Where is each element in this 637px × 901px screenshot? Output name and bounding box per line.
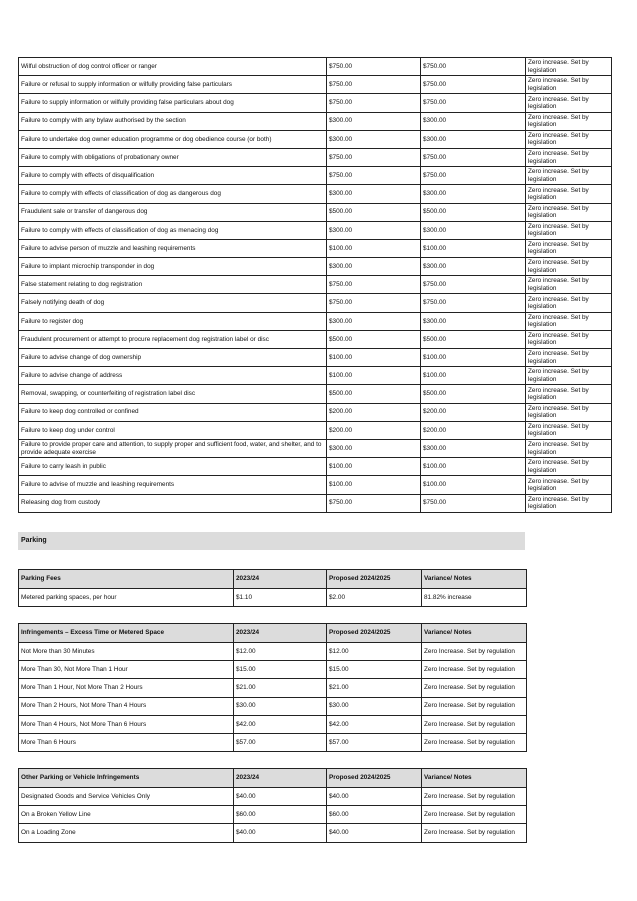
table-cell: More Than 4 Hours, Not More Than 6 Hours [19, 715, 234, 733]
table-cell: $12.00 [327, 643, 422, 661]
fee-proposed-cell: $100.00 [421, 476, 526, 494]
fee-2023-cell: $300.00 [327, 112, 421, 130]
table-cell: $40.00 [327, 824, 422, 842]
offence-cell: Failure to undertake dog owner education programme or dog obedience course (or both) [19, 130, 327, 148]
table-row [19, 276, 612, 294]
column-header: Variance/ Notes [422, 769, 527, 788]
fee-2023-cell: $750.00 [327, 148, 421, 166]
table-row [19, 203, 612, 221]
notes-cell: Zero increase. Set by legislation [526, 421, 612, 439]
fee-2023-cell: $200.00 [327, 421, 421, 439]
fee-2023-cell: $100.00 [327, 458, 421, 476]
table-row [19, 185, 612, 203]
notes-cell: Zero increase. Set by legislation [526, 330, 612, 348]
dog-offences-body [19, 58, 612, 513]
notes-cell: Zero increase. Set by legislation [526, 439, 612, 457]
fee-proposed-cell: $500.00 [421, 203, 526, 221]
column-header: 2023/24 [234, 769, 327, 788]
fee-proposed-cell: $100.00 [421, 349, 526, 367]
table-cell: $30.00 [234, 697, 327, 715]
fee-2023-cell: $750.00 [327, 294, 421, 312]
notes-cell: Zero increase. Set by legislation [526, 94, 612, 112]
table-row [19, 697, 527, 715]
table-cell: On a Loading Zone [19, 824, 234, 842]
column-header: Other Parking or Vehicle Infringements [19, 769, 234, 788]
table-cell: Zero Increase. Set by regulation [422, 788, 527, 806]
offence-cell: Failure to keep dog under control [19, 421, 327, 439]
table-cell: More Than 2 Hours, Not More Than 4 Hours [19, 697, 234, 715]
column-header: Variance/ Notes [422, 624, 527, 643]
offence-cell: Failure to advise change of dog ownership [19, 349, 327, 367]
fee-proposed-cell: $300.00 [421, 130, 526, 148]
table-row [19, 349, 612, 367]
fee-2023-cell: $750.00 [327, 276, 421, 294]
offence-cell: Failure to keep dog controlled or confined [19, 403, 327, 421]
offence-cell: Fraudulent procurement or attempt to procure replacement dog registration label or disc [19, 330, 327, 348]
parking-section-heading: Parking [18, 532, 525, 550]
fee-proposed-cell: $500.00 [421, 385, 526, 403]
table-cell: $30.00 [327, 697, 422, 715]
table-row [19, 494, 612, 512]
column-header: Proposed 2024/2025 [327, 570, 422, 589]
table-row [19, 788, 527, 806]
table-cell: On a Broken Yellow Line [19, 806, 234, 824]
column-header: Parking Fees [19, 570, 234, 589]
fee-proposed-cell: $100.00 [421, 458, 526, 476]
offence-cell: Failure to comply with effects of classification of dog as dangerous dog [19, 185, 327, 203]
notes-cell: Zero increase. Set by legislation [526, 221, 612, 239]
table-row [19, 643, 527, 661]
fee-2023-cell: $500.00 [327, 385, 421, 403]
table-row [19, 239, 612, 257]
offence-cell: Wilful obstruction of dog control officer or ranger [19, 58, 327, 76]
table-row [19, 221, 612, 239]
offence-cell: Failure to comply with effects of classification of dog as menacing dog [19, 221, 327, 239]
fee-proposed-cell: $750.00 [421, 94, 526, 112]
fee-2023-cell: $750.00 [327, 494, 421, 512]
offence-cell: Failure to implant microchip transponder in dog [19, 258, 327, 276]
notes-cell: Zero increase. Set by legislation [526, 239, 612, 257]
offence-cell: Failure to advise person of muzzle and leashing requirements [19, 239, 327, 257]
dog-offences-table [18, 57, 612, 513]
fee-proposed-cell: $300.00 [421, 312, 526, 330]
table-row [19, 148, 612, 166]
table-cell: Metered parking spaces, per hour [19, 589, 234, 607]
fee-2023-cell: $300.00 [327, 130, 421, 148]
table-row [19, 476, 612, 494]
table-cell: Designated Goods and Service Vehicles Only [19, 788, 234, 806]
fee-proposed-cell: $200.00 [421, 421, 526, 439]
table-cell: $42.00 [327, 715, 422, 733]
column-header: Infringements – Excess Time or Metered Space [19, 624, 234, 643]
fee-2023-cell: $300.00 [327, 185, 421, 203]
offence-cell: False statement relating to dog registration [19, 276, 327, 294]
table-cell: $57.00 [327, 733, 422, 751]
offence-cell: Failure to supply information or wilfully providing false particulars about dog [19, 94, 327, 112]
notes-cell: Zero increase. Set by legislation [526, 130, 612, 148]
table-cell: $40.00 [234, 788, 327, 806]
table-cell: $60.00 [327, 806, 422, 824]
offence-cell: Failure to comply with effects of disqualification [19, 167, 327, 185]
offence-cell: Removal, swapping, or counterfeiting of registration label disc [19, 385, 327, 403]
excess-time-table [18, 623, 527, 752]
fee-2023-cell: $500.00 [327, 330, 421, 348]
fee-2023-cell: $300.00 [327, 312, 421, 330]
table-cell: $21.00 [327, 679, 422, 697]
table-row [19, 421, 612, 439]
table-cell: Zero Increase. Set by regulation [422, 661, 527, 679]
notes-cell: Zero increase. Set by legislation [526, 312, 612, 330]
offence-cell: Releasing dog from custody [19, 494, 327, 512]
notes-cell: Zero increase. Set by legislation [526, 276, 612, 294]
table-cell: $57.00 [234, 733, 327, 751]
other-parking-table [18, 768, 527, 843]
table-cell: Zero Increase. Set by regulation [422, 806, 527, 824]
table-cell: More Than 1 Hour, Not More Than 2 Hours [19, 679, 234, 697]
fee-2023-cell: $100.00 [327, 367, 421, 385]
notes-cell: Zero increase. Set by legislation [526, 403, 612, 421]
fee-proposed-cell: $300.00 [421, 185, 526, 203]
table-row [19, 806, 527, 824]
table-cell: $60.00 [234, 806, 327, 824]
notes-cell: Zero increase. Set by legislation [526, 203, 612, 221]
table-header-row [19, 624, 527, 643]
table-cell: $21.00 [234, 679, 327, 697]
table-cell: Zero Increase. Set by regulation [422, 824, 527, 842]
table-cell: Zero Increase. Set by regulation [422, 733, 527, 751]
table-row [19, 167, 612, 185]
fee-proposed-cell: $100.00 [421, 367, 526, 385]
column-header: 2023/24 [234, 624, 327, 643]
table-row [19, 385, 612, 403]
table-cell: More Than 6 Hours [19, 733, 234, 751]
notes-cell: Zero increase. Set by legislation [526, 148, 612, 166]
table-header-row [19, 769, 527, 788]
table-row [19, 94, 612, 112]
table-row [19, 715, 527, 733]
parking-fees-table [18, 569, 527, 607]
fee-2023-cell: $100.00 [327, 349, 421, 367]
table-row [19, 367, 612, 385]
table-cell: $15.00 [327, 661, 422, 679]
notes-cell: Zero increase. Set by legislation [526, 112, 612, 130]
notes-cell: Zero increase. Set by legislation [526, 385, 612, 403]
table-cell: 81.82% increase [422, 589, 527, 607]
column-header: 2023/24 [234, 570, 327, 589]
column-header: Proposed 2024/2025 [327, 769, 422, 788]
offence-cell: Falsely notifying death of dog [19, 294, 327, 312]
fee-proposed-cell: $500.00 [421, 330, 526, 348]
notes-cell: Zero increase. Set by legislation [526, 167, 612, 185]
notes-cell: Zero increase. Set by legislation [526, 476, 612, 494]
table-row [19, 112, 612, 130]
table-row [19, 439, 612, 457]
fee-proposed-cell: $750.00 [421, 148, 526, 166]
table-cell: Zero Increase. Set by regulation [422, 715, 527, 733]
table-cell: $15.00 [234, 661, 327, 679]
notes-cell: Zero increase. Set by legislation [526, 367, 612, 385]
fee-proposed-cell: $300.00 [421, 258, 526, 276]
table-row [19, 589, 527, 607]
table-cell: Zero Increase. Set by regulation [422, 679, 527, 697]
fee-2023-cell: $200.00 [327, 403, 421, 421]
table-cell: $12.00 [234, 643, 327, 661]
offence-cell: Failure to comply with any bylaw authorised by the section [19, 112, 327, 130]
offence-cell: Failure to provide proper care and attention, to supply proper and sufficient food, water, and shelter, and to provide adequate exercise [19, 439, 327, 457]
table-cell: Not More than 30 Minutes [19, 643, 234, 661]
fee-proposed-cell: $750.00 [421, 294, 526, 312]
fee-2023-cell: $750.00 [327, 58, 421, 76]
table-cell: $2.00 [327, 589, 422, 607]
fee-2023-cell: $100.00 [327, 239, 421, 257]
offence-cell: Failure to comply with obligations of probationary owner [19, 148, 327, 166]
fee-proposed-cell: $300.00 [421, 439, 526, 457]
table-cell: $42.00 [234, 715, 327, 733]
table-row [19, 258, 612, 276]
table-row [19, 679, 527, 697]
offence-cell: Failure to carry leash in public [19, 458, 327, 476]
fee-proposed-cell: $750.00 [421, 494, 526, 512]
table-cell: Zero Increase. Set by regulation [422, 643, 527, 661]
column-header: Variance/ Notes [422, 570, 527, 589]
table-cell: Zero Increase. Set by regulation [422, 697, 527, 715]
table-row [19, 661, 527, 679]
table-cell: $40.00 [234, 824, 327, 842]
fee-proposed-cell: $750.00 [421, 167, 526, 185]
notes-cell: Zero increase. Set by legislation [526, 349, 612, 367]
notes-cell: Zero increase. Set by legislation [526, 294, 612, 312]
table-row [19, 76, 612, 94]
fee-2023-cell: $300.00 [327, 439, 421, 457]
notes-cell: Zero increase. Set by legislation [526, 494, 612, 512]
notes-cell: Zero increase. Set by legislation [526, 76, 612, 94]
offence-cell: Fraudulent sale or transfer of dangerous dog [19, 203, 327, 221]
fee-2023-cell: $100.00 [327, 476, 421, 494]
fee-proposed-cell: $300.00 [421, 112, 526, 130]
offence-cell: Failure to advise change of address [19, 367, 327, 385]
fee-proposed-cell: $750.00 [421, 276, 526, 294]
fee-2023-cell: $750.00 [327, 167, 421, 185]
table-row [19, 403, 612, 421]
table-header-row [19, 570, 527, 589]
fee-2023-cell: $300.00 [327, 221, 421, 239]
table-row [19, 458, 612, 476]
notes-cell: Zero increase. Set by legislation [526, 58, 612, 76]
table-row [19, 294, 612, 312]
offence-cell: Failure to register dog [19, 312, 327, 330]
column-header: Proposed 2024/2025 [327, 624, 422, 643]
notes-cell: Zero increase. Set by legislation [526, 185, 612, 203]
notes-cell: Zero increase. Set by legislation [526, 258, 612, 276]
fee-2023-cell: $300.00 [327, 258, 421, 276]
fee-proposed-cell: $300.00 [421, 221, 526, 239]
table-row [19, 130, 612, 148]
table-row [19, 330, 612, 348]
fee-2023-cell: $750.00 [327, 94, 421, 112]
table-cell: $1.10 [234, 589, 327, 607]
fee-proposed-cell: $100.00 [421, 239, 526, 257]
fee-proposed-cell: $200.00 [421, 403, 526, 421]
offence-cell: Failure to advise of muzzle and leashing requirements [19, 476, 327, 494]
table-row [19, 733, 527, 751]
fee-proposed-cell: $750.00 [421, 58, 526, 76]
notes-cell: Zero increase. Set by legislation [526, 458, 612, 476]
fee-proposed-cell: $750.00 [421, 76, 526, 94]
table-cell: $40.00 [327, 788, 422, 806]
table-row [19, 824, 527, 842]
table-row [19, 312, 612, 330]
table-row [19, 58, 612, 76]
table-cell: More Than 30, Not More Than 1 Hour [19, 661, 234, 679]
fee-2023-cell: $500.00 [327, 203, 421, 221]
fee-2023-cell: $750.00 [327, 76, 421, 94]
offence-cell: Failure or refusal to supply information or wilfully providing false particulars [19, 76, 327, 94]
